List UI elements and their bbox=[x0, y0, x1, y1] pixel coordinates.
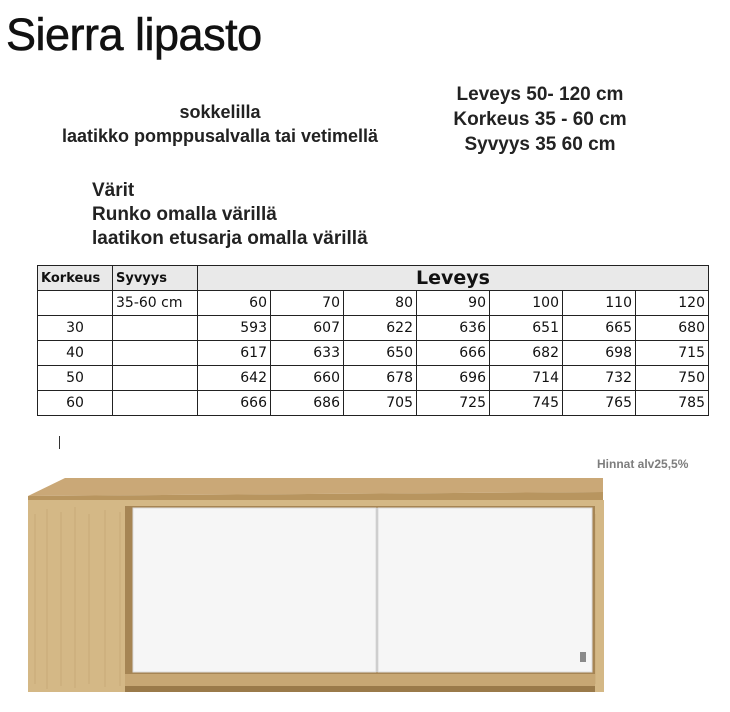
width-cell: 70 bbox=[271, 291, 344, 316]
dimension-list bbox=[420, 82, 660, 157]
price-cell: 696 bbox=[417, 366, 490, 391]
table-cell-empty bbox=[38, 291, 113, 316]
width-cell: 110 bbox=[563, 291, 636, 316]
feature-list bbox=[20, 100, 420, 148]
table-row bbox=[38, 391, 709, 416]
table-cell-empty bbox=[113, 341, 198, 366]
colors-heading: Värit bbox=[92, 180, 135, 201]
width-cell: 60 bbox=[198, 291, 271, 316]
price-cell: 636 bbox=[417, 316, 490, 341]
dimension-depth: Syvyys 35 60 cm bbox=[464, 134, 616, 155]
table-cell-empty bbox=[113, 391, 198, 416]
price-cell: 622 bbox=[344, 316, 417, 341]
price-cell: 785 bbox=[636, 391, 709, 416]
drawer-front-left bbox=[133, 508, 376, 672]
price-cell: 680 bbox=[636, 316, 709, 341]
price-cell: 765 bbox=[563, 391, 636, 416]
price-cell: 642 bbox=[198, 366, 271, 391]
row-korkeus: 30 bbox=[38, 316, 113, 341]
colors-front: laatikon etusarja omalla värillä bbox=[92, 228, 368, 249]
price-cell: 666 bbox=[417, 341, 490, 366]
price-cell: 682 bbox=[490, 341, 563, 366]
row-korkeus: 50 bbox=[38, 366, 113, 391]
cabinet-illustration bbox=[25, 474, 605, 704]
header-leveys: Leveys bbox=[198, 266, 709, 291]
table-row bbox=[38, 341, 709, 366]
table-header-row bbox=[38, 266, 709, 291]
price-cell: 633 bbox=[271, 341, 344, 366]
price-cell: 745 bbox=[490, 391, 563, 416]
header-syvyys: Syvyys bbox=[113, 266, 198, 291]
price-cell: 660 bbox=[271, 366, 344, 391]
row-korkeus: 40 bbox=[38, 341, 113, 366]
drawer-front-right bbox=[378, 508, 592, 672]
price-cell: 705 bbox=[344, 391, 417, 416]
price-cell: 686 bbox=[271, 391, 344, 416]
width-cell: 100 bbox=[490, 291, 563, 316]
dimension-height: Korkeus 35 - 60 cm bbox=[453, 109, 627, 130]
table-row bbox=[38, 366, 709, 391]
price-cell: 593 bbox=[198, 316, 271, 341]
width-cell: 90 bbox=[417, 291, 490, 316]
price-cell: 607 bbox=[271, 316, 344, 341]
price-cell: 666 bbox=[198, 391, 271, 416]
table-cell-empty bbox=[113, 316, 198, 341]
price-cell: 715 bbox=[636, 341, 709, 366]
table-cell-empty bbox=[113, 366, 198, 391]
width-cell: 80 bbox=[344, 291, 417, 316]
price-note: Hinnat alv25,5% bbox=[597, 457, 689, 471]
price-cell: 665 bbox=[563, 316, 636, 341]
price-cell: 725 bbox=[417, 391, 490, 416]
price-cell: 678 bbox=[344, 366, 417, 391]
price-cell: 651 bbox=[490, 316, 563, 341]
page-title: Sierra lipasto bbox=[6, 9, 262, 60]
color-info bbox=[92, 179, 368, 251]
table-row bbox=[38, 316, 709, 341]
price-cell: 698 bbox=[563, 341, 636, 366]
divider-tick bbox=[59, 436, 60, 449]
price-cell: 714 bbox=[490, 366, 563, 391]
price-cell: 617 bbox=[198, 341, 271, 366]
table-cell-syvyys: 35-60 cm bbox=[113, 291, 198, 316]
width-cell: 120 bbox=[636, 291, 709, 316]
price-cell: 650 bbox=[344, 341, 417, 366]
price-table bbox=[37, 265, 709, 416]
row-korkeus: 60 bbox=[38, 391, 113, 416]
table-width-row bbox=[38, 291, 709, 316]
feature-drawer: laatikko pomppusalvalla tai vetimellä bbox=[61, 126, 379, 146]
foot-icon bbox=[580, 652, 586, 662]
price-cell: 750 bbox=[636, 366, 709, 391]
feature-plinth: sokkelilla bbox=[179, 102, 261, 122]
price-cell: 732 bbox=[563, 366, 636, 391]
dimension-width: Leveys 50- 120 cm bbox=[456, 84, 624, 105]
colors-body: Runko omalla värillä bbox=[92, 204, 277, 225]
header-korkeus: Korkeus bbox=[38, 266, 113, 291]
